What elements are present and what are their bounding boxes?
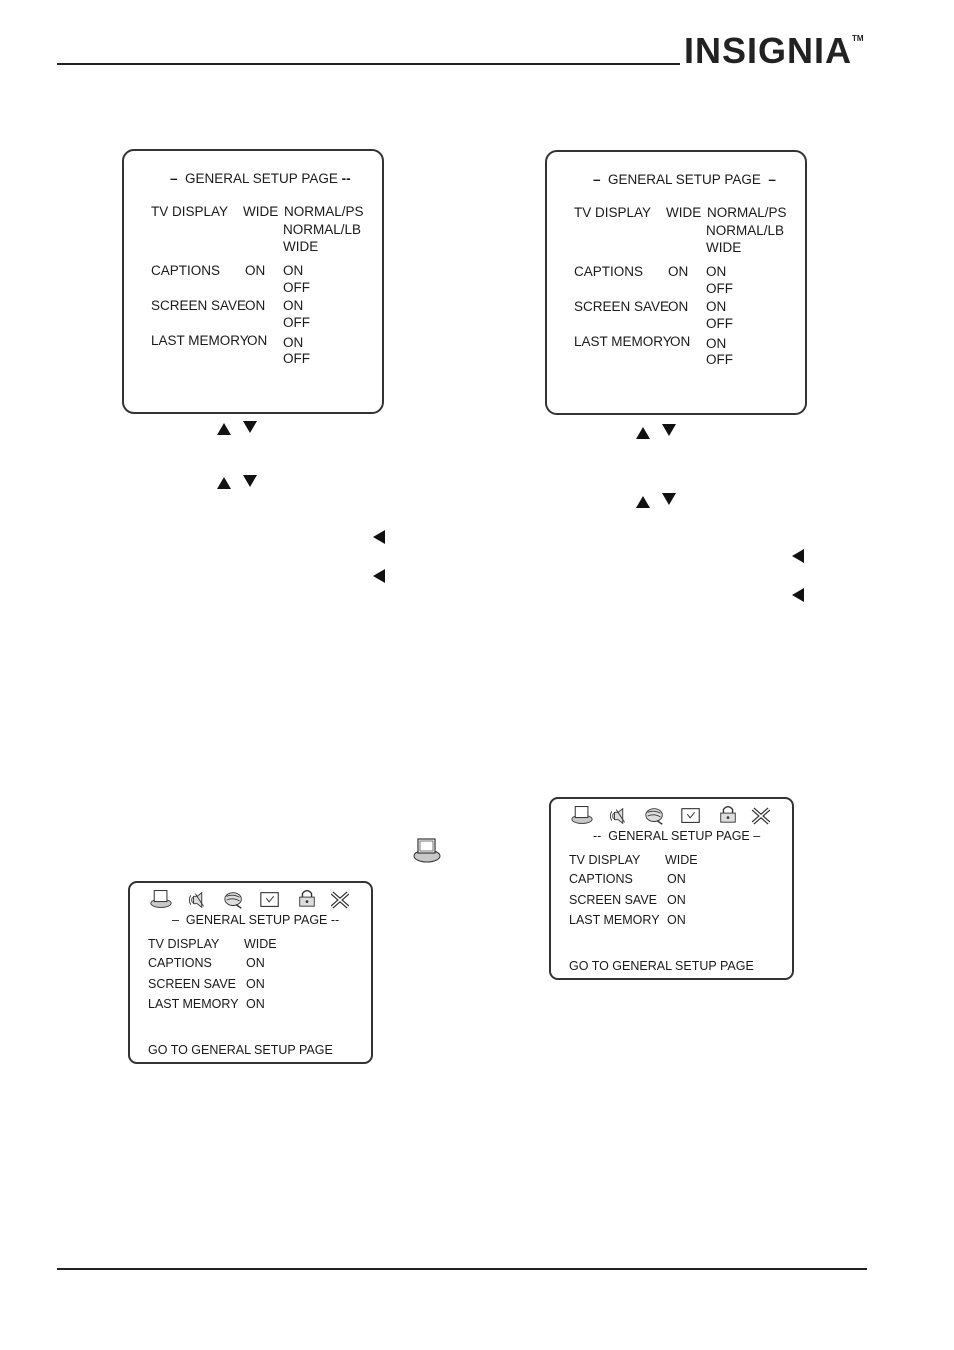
last-memory-label: LAST MEMORY — [148, 997, 239, 1011]
video-icon[interactable] — [259, 890, 281, 910]
brand-logo: INSIGNIA™ — [684, 30, 864, 71]
video-icon[interactable] — [680, 806, 702, 826]
last-memory-option-off[interactable]: OFF — [283, 351, 310, 366]
tv-display-value[interactable]: WIDE — [244, 937, 277, 951]
tv-display-label: TV DISPLAY — [151, 204, 229, 219]
last-memory-value[interactable]: ON — [246, 997, 265, 1011]
lock-icon[interactable] — [717, 804, 739, 824]
small-screen-title: -- GENERAL SETUP PAGE – — [593, 829, 761, 843]
left-arrow-icon — [373, 569, 385, 583]
option-normal-ps[interactable]: NORMAL/PS — [284, 204, 364, 219]
lock-icon[interactable] — [296, 888, 318, 908]
tv-display-value[interactable]: WIDE — [665, 853, 698, 867]
speaker-icon[interactable] — [609, 806, 631, 826]
screen-save-option-on[interactable]: ON — [706, 299, 727, 314]
down-arrow-icon — [662, 424, 676, 436]
footer-hint: GO TO GENERAL SETUP PAGE — [148, 1043, 333, 1057]
screen-save-option-on[interactable]: ON — [283, 298, 304, 313]
left-arrow-icon — [792, 549, 804, 563]
tv-display-label: TV DISPLAY — [148, 937, 220, 951]
tv-icon[interactable] — [571, 805, 593, 825]
disc-icon[interactable] — [223, 890, 245, 910]
setup-menu-screen-left — [128, 881, 373, 1064]
captions-label: CAPTIONS — [569, 872, 633, 886]
header-rule — [57, 63, 680, 65]
small-screen-title: – GENERAL SETUP PAGE -- — [172, 913, 340, 927]
screen-save-label: SCREEN SAVE — [569, 893, 657, 907]
tv-display-label: TV DISPLAY — [569, 853, 641, 867]
captions-label: CAPTIONS — [148, 956, 212, 970]
screen-save-option-off[interactable]: OFF — [706, 316, 733, 331]
up-arrow-icon — [636, 427, 650, 439]
last-memory-value[interactable]: ON — [667, 913, 686, 927]
captions-option-off[interactable]: OFF — [706, 281, 733, 296]
general-setup-screen-left — [122, 149, 384, 414]
tv-icon — [412, 837, 442, 863]
captions-option-off[interactable]: OFF — [283, 280, 310, 295]
screen-save-label: SCREEN SAVE — [574, 299, 670, 314]
down-arrow-icon — [243, 421, 257, 433]
down-arrow-icon — [662, 493, 676, 505]
tv-icon[interactable] — [150, 889, 172, 909]
screen-save-value: ON — [245, 298, 266, 313]
option-normal-lb[interactable]: NORMAL/LB — [283, 222, 362, 237]
screen-save-value: ON — [668, 299, 689, 314]
captions-option-on[interactable]: ON — [283, 263, 304, 278]
last-memory-option-on[interactable]: ON — [706, 336, 727, 351]
screen-save-option-off[interactable]: OFF — [283, 315, 310, 330]
captions-value[interactable]: ON — [246, 956, 265, 970]
option-wide[interactable]: WIDE — [283, 239, 319, 254]
up-arrow-icon — [217, 423, 231, 435]
disc-icon[interactable] — [644, 806, 666, 826]
screen-save-value[interactable]: ON — [667, 893, 686, 907]
last-memory-option-on[interactable]: ON — [283, 335, 304, 350]
captions-value: ON — [245, 263, 266, 278]
screen-title-left: – GENERAL SETUP PAGE -- — [170, 171, 351, 186]
down-arrow-icon — [243, 475, 257, 487]
last-memory-value: ON — [670, 334, 691, 349]
general-setup-screen-right — [545, 150, 807, 415]
up-arrow-icon — [636, 496, 650, 508]
last-memory-option-off[interactable]: OFF — [706, 352, 733, 367]
option-normal-ps[interactable]: NORMAL/PS — [707, 205, 787, 220]
setup-menu-screen-right — [549, 797, 794, 980]
last-memory-label: LAST MEMORY — [574, 334, 672, 349]
option-normal-lb[interactable]: NORMAL/LB — [706, 223, 785, 238]
footer-rule — [57, 1268, 867, 1270]
tv-display-label: TV DISPLAY — [574, 205, 652, 220]
left-arrow-icon — [792, 588, 804, 602]
last-memory-label: LAST MEMORY — [151, 333, 249, 348]
screen-save-value[interactable]: ON — [246, 977, 265, 991]
up-arrow-icon — [217, 477, 231, 489]
option-wide[interactable]: WIDE — [706, 240, 742, 255]
captions-option-on[interactable]: ON — [706, 264, 727, 279]
footer-hint: GO TO GENERAL SETUP PAGE — [569, 959, 754, 973]
last-memory-value: ON — [247, 333, 268, 348]
speaker-icon[interactable] — [188, 890, 210, 910]
tv-display-value: WIDE — [666, 205, 702, 220]
captions-label: CAPTIONS — [574, 264, 644, 279]
tv-display-value: WIDE — [243, 204, 279, 219]
screen-title-right: – GENERAL SETUP PAGE – — [593, 172, 776, 187]
last-memory-label: LAST MEMORY — [569, 913, 660, 927]
captions-value: ON — [668, 264, 689, 279]
captions-value[interactable]: ON — [667, 872, 686, 886]
left-arrow-icon — [373, 530, 385, 544]
exit-icon[interactable] — [329, 890, 351, 910]
exit-icon[interactable] — [750, 806, 772, 826]
screen-save-label: SCREEN SAVE — [151, 298, 247, 313]
captions-label: CAPTIONS — [151, 263, 221, 278]
screen-save-label: SCREEN SAVE — [148, 977, 236, 991]
